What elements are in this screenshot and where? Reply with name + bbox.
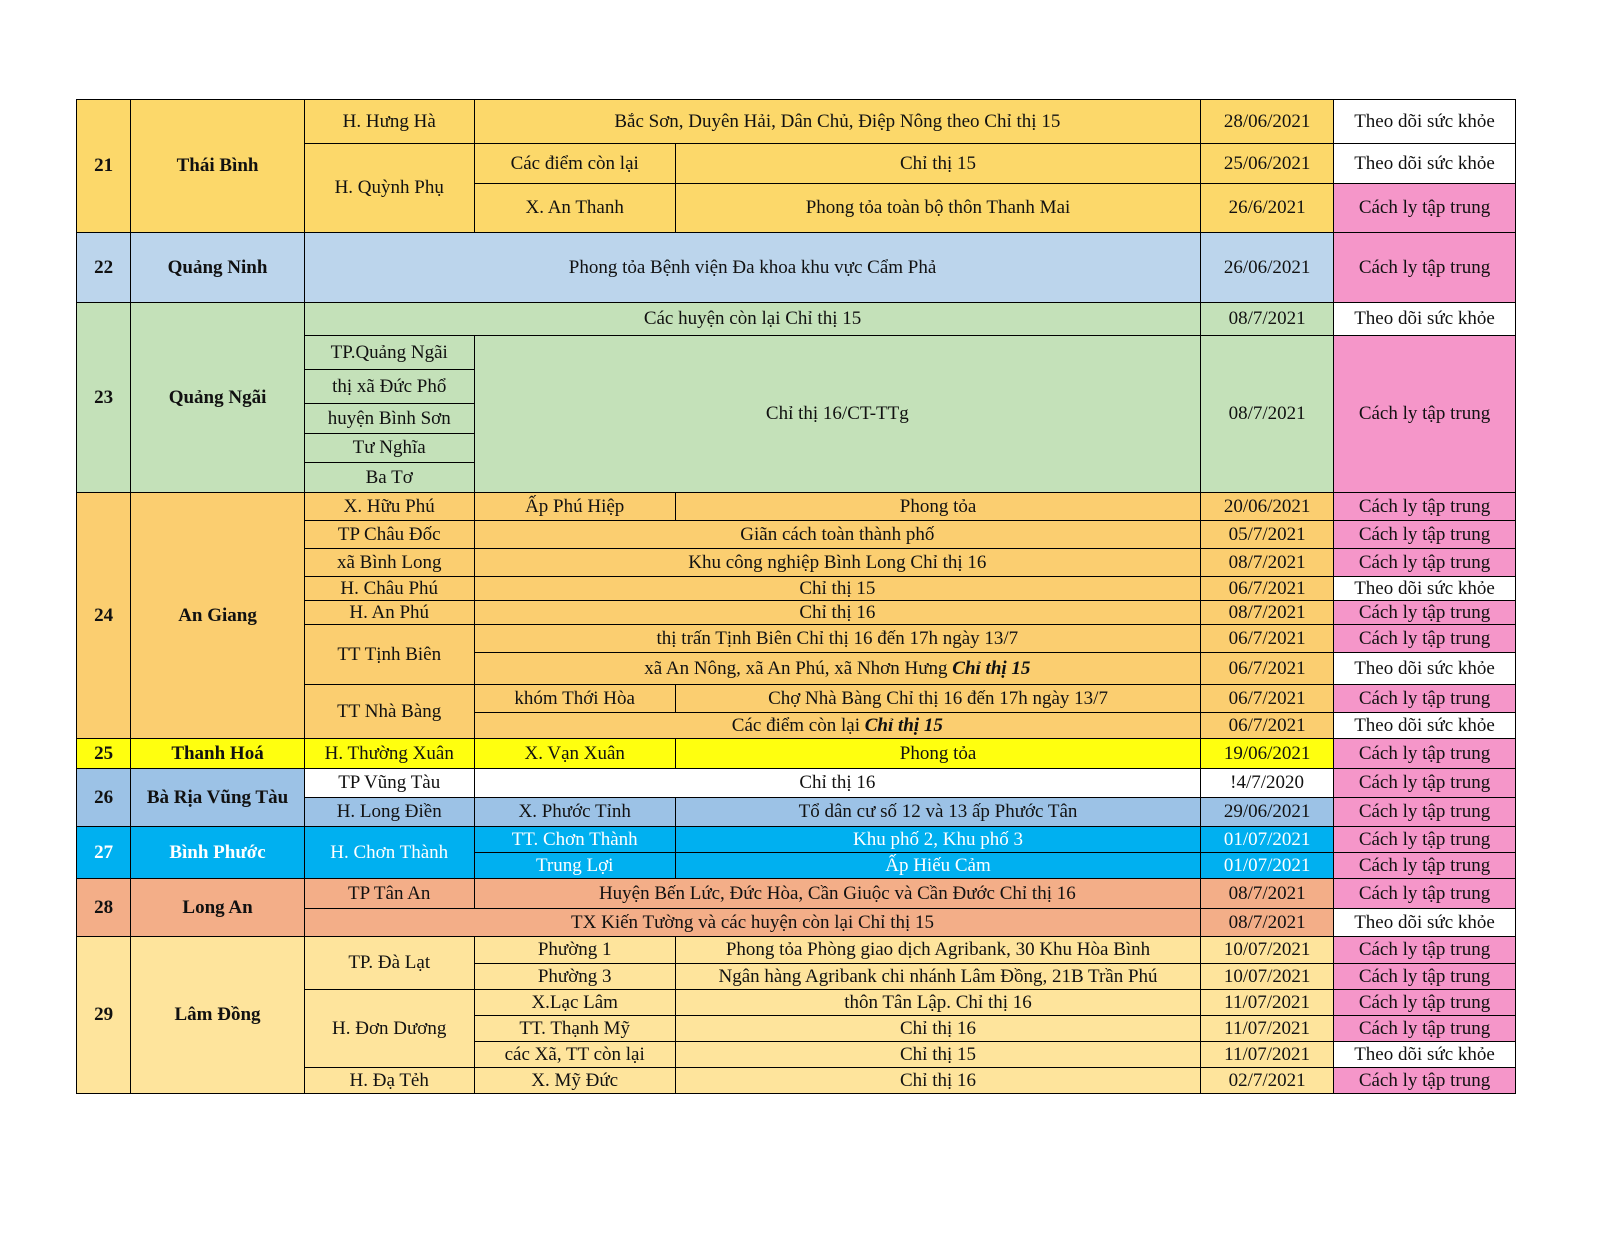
- province-measures-table: [76, 99, 1516, 1094]
- district-cell: TP. Đà Lạt: [304, 937, 474, 990]
- district-cell: TP Vũng Tàu: [304, 769, 474, 798]
- date-cell: 26/6/2021: [1201, 184, 1334, 233]
- measure-cell: Huyện Bến Lức, Đức Hòa, Cần Giuộc và Cần Đước Chỉ thị 16: [474, 879, 1201, 909]
- status-cell: Theo dõi sức khỏe: [1334, 713, 1516, 739]
- status-cell: Cách ly tập trung: [1334, 233, 1516, 303]
- row-number: 24: [77, 493, 131, 739]
- measure-cell: Chỉ thị 16: [675, 1068, 1200, 1094]
- table-row: [77, 739, 1516, 769]
- commune-cell: khóm Thới Hòa: [474, 685, 675, 713]
- measure-cell: Các huyện còn lại Chỉ thị 15: [304, 303, 1200, 336]
- district-cell: H. Thường Xuân: [304, 739, 474, 769]
- measure-cell: Tổ dân cư số 12 và 13 ấp Phước Tân: [675, 798, 1200, 827]
- status-cell: Cách ly tập trung: [1334, 184, 1516, 233]
- commune-cell: các Xã, TT còn lại: [474, 1042, 675, 1068]
- date-cell: !4/7/2020: [1201, 769, 1334, 798]
- province-name: An Giang: [131, 493, 305, 739]
- status-cell: Theo dõi sức khỏe: [1334, 653, 1516, 685]
- date-cell: 06/7/2021: [1201, 653, 1334, 685]
- measure-cell: Phong tỏa Bệnh viện Đa khoa khu vực Cẩm Phả: [304, 233, 1200, 303]
- district-cell: H. Quỳnh Phụ: [304, 144, 474, 233]
- status-cell: Cách ly tập trung: [1334, 798, 1516, 827]
- measure-text: Các điểm còn lại: [731, 714, 860, 736]
- date-cell: 10/07/2021: [1201, 937, 1334, 964]
- date-cell: 06/7/2021: [1201, 625, 1334, 653]
- status-cell: Cách ly tập trung: [1334, 964, 1516, 990]
- date-cell: 08/7/2021: [1201, 909, 1334, 937]
- date-cell: 08/7/2021: [1201, 303, 1334, 336]
- status-cell: Cách ly tập trung: [1334, 1016, 1516, 1042]
- measure-cell: [474, 713, 1201, 739]
- district-cell: TP.Quảng Ngãi: [304, 336, 474, 370]
- row-number: 26: [77, 769, 131, 827]
- date-cell: 01/07/2021: [1201, 827, 1334, 853]
- date-cell: 28/06/2021: [1201, 100, 1334, 144]
- district-cell: TT Nhà Bàng: [304, 685, 474, 739]
- province-name: Quảng Ninh: [131, 233, 305, 303]
- date-cell: 08/7/2021: [1201, 336, 1334, 493]
- status-cell: Cách ly tập trung: [1334, 739, 1516, 769]
- date-cell: 01/07/2021: [1201, 853, 1334, 879]
- status-cell: Theo dõi sức khỏe: [1334, 577, 1516, 601]
- status-cell: Theo dõi sức khỏe: [1334, 303, 1516, 336]
- table-row: [77, 233, 1516, 303]
- measure-cell: TX Kiến Tường và các huyện còn lại Chỉ thị 15: [304, 909, 1200, 937]
- status-cell: Cách ly tập trung: [1334, 879, 1516, 909]
- district-cell: X. Hữu Phú: [304, 493, 474, 521]
- measure-cell: Phong tỏa: [675, 739, 1200, 769]
- commune-cell: Các điểm còn lại: [474, 144, 675, 184]
- status-cell: Cách ly tập trung: [1334, 625, 1516, 653]
- date-cell: 06/7/2021: [1201, 713, 1334, 739]
- commune-cell: Phường 3: [474, 964, 675, 990]
- status-cell: Cách ly tập trung: [1334, 601, 1516, 625]
- measure-cell: Chỉ thị 15: [675, 144, 1200, 184]
- status-cell: Cách ly tập trung: [1334, 549, 1516, 577]
- status-cell: Cách ly tập trung: [1334, 853, 1516, 879]
- commune-cell: TT. Thạnh Mỹ: [474, 1016, 675, 1042]
- measure-cell: Ấp Hiếu Cảm: [675, 853, 1200, 879]
- commune-cell: Phường 1: [474, 937, 675, 964]
- date-cell: 05/7/2021: [1201, 521, 1334, 549]
- commune-cell: X. Mỹ Đức: [474, 1068, 675, 1094]
- district-cell: xã Bình Long: [304, 549, 474, 577]
- table-row: [77, 769, 1516, 798]
- district-cell: H. Đơn Dương: [304, 990, 474, 1068]
- measure-cell: Chỉ thị 16: [474, 769, 1201, 798]
- table-row: [77, 303, 1516, 336]
- measure-cell: Phong tỏa toàn bộ thôn Thanh Mai: [675, 184, 1200, 233]
- status-cell: Theo dõi sức khỏe: [1334, 1042, 1516, 1068]
- status-cell: Theo dõi sức khỏe: [1334, 144, 1516, 184]
- date-cell: 11/07/2021: [1201, 1042, 1334, 1068]
- district-cell: TP Tân An: [304, 879, 474, 909]
- date-cell: 25/06/2021: [1201, 144, 1334, 184]
- status-cell: Cách ly tập trung: [1334, 685, 1516, 713]
- province-name: Lâm Đồng: [131, 937, 305, 1094]
- status-cell: Cách ly tập trung: [1334, 1068, 1516, 1094]
- measure-cell: Ngân hàng Agribank chi nhánh Lâm Đồng, 21B Trần Phú: [675, 964, 1200, 990]
- province-name: Thanh Hoá: [131, 739, 305, 769]
- measure-cell: Chợ Nhà Bàng Chỉ thị 16 đến 17h ngày 13/7: [675, 685, 1200, 713]
- commune-cell: TT. Chơn Thành: [474, 827, 675, 853]
- district-cell: TT Tịnh Biên: [304, 625, 474, 685]
- row-number: 27: [77, 827, 131, 879]
- measure-cell: Chỉ thị 16: [474, 601, 1201, 625]
- commune-cell: X.Lạc Lâm: [474, 990, 675, 1016]
- date-cell: 11/07/2021: [1201, 1016, 1334, 1042]
- measure-cell: Bắc Sơn, Duyên Hải, Dân Chủ, Điệp Nông theo Chỉ thị 15: [474, 100, 1201, 144]
- measure-emphasis: Chỉ thị 15: [952, 657, 1031, 679]
- status-cell: Cách ly tập trung: [1334, 493, 1516, 521]
- district-cell: H. Chơn Thành: [304, 827, 474, 879]
- district-cell: H. Long Điền: [304, 798, 474, 827]
- status-cell: Cách ly tập trung: [1334, 937, 1516, 964]
- measure-cell: Chỉ thị 15: [474, 577, 1201, 601]
- date-cell: 02/7/2021: [1201, 1068, 1334, 1094]
- measure-cell: Chỉ thị 15: [675, 1042, 1200, 1068]
- row-number: 23: [77, 303, 131, 493]
- measure-cell: Khu công nghiệp Bình Long Chỉ thị 16: [474, 549, 1201, 577]
- row-number: 25: [77, 739, 131, 769]
- province-name: Long An: [131, 879, 305, 937]
- date-cell: 11/07/2021: [1201, 990, 1334, 1016]
- row-number: 29: [77, 937, 131, 1094]
- status-cell: Theo dõi sức khỏe: [1334, 909, 1516, 937]
- date-cell: 08/7/2021: [1201, 549, 1334, 577]
- row-number: 21: [77, 100, 131, 233]
- date-cell: 08/7/2021: [1201, 879, 1334, 909]
- measure-cell: Phong tỏa Phòng giao dịch Agribank, 30 Khu Hòa Bình: [675, 937, 1200, 964]
- status-cell: Cách ly tập trung: [1334, 521, 1516, 549]
- row-number: 28: [77, 879, 131, 937]
- date-cell: 19/06/2021: [1201, 739, 1334, 769]
- district-cell: Tư Nghĩa: [304, 434, 474, 463]
- row-number: 22: [77, 233, 131, 303]
- date-cell: 10/07/2021: [1201, 964, 1334, 990]
- table-row: [77, 100, 1516, 144]
- date-cell: 26/06/2021: [1201, 233, 1334, 303]
- measure-cell: Chỉ thị 16/CT-TTg: [474, 336, 1201, 493]
- status-cell: Cách ly tập trung: [1334, 336, 1516, 493]
- table-row: [77, 937, 1516, 964]
- measure-cell: Chỉ thị 16: [675, 1016, 1200, 1042]
- measure-cell: Khu phố 2, Khu phố 3: [675, 827, 1200, 853]
- district-cell: Ba Tơ: [304, 463, 474, 493]
- table-row: [77, 493, 1516, 521]
- measure-cell: [474, 653, 1201, 685]
- district-cell: huyện Bình Sơn: [304, 404, 474, 434]
- measure-cell: Giãn cách toàn thành phố: [474, 521, 1201, 549]
- measure-emphasis: Chỉ thị 15: [864, 714, 943, 736]
- district-cell: TP Châu Đốc: [304, 521, 474, 549]
- measure-cell: thị trấn Tịnh Biên Chỉ thị 16 đến 17h ngày 13/7: [474, 625, 1201, 653]
- province-name: Thái Bình: [131, 100, 305, 233]
- status-cell: Cách ly tập trung: [1334, 990, 1516, 1016]
- province-name: Quảng Ngãi: [131, 303, 305, 493]
- district-cell: H. An Phú: [304, 601, 474, 625]
- province-name: Bình Phước: [131, 827, 305, 879]
- date-cell: 29/06/2021: [1201, 798, 1334, 827]
- measure-text: xã An Nông, xã An Phú, xã Nhơn Hưng: [644, 657, 948, 679]
- measure-cell: thôn Tân Lập. Chỉ thị 16: [675, 990, 1200, 1016]
- commune-cell: Ấp Phú Hiệp: [474, 493, 675, 521]
- commune-cell: Trung Lợi: [474, 853, 675, 879]
- measure-cell: Phong tỏa: [675, 493, 1200, 521]
- date-cell: 20/06/2021: [1201, 493, 1334, 521]
- district-cell: H. Châu Phú: [304, 577, 474, 601]
- date-cell: 08/7/2021: [1201, 601, 1334, 625]
- commune-cell: X. Phước Tỉnh: [474, 798, 675, 827]
- district-cell: H. Hưng Hà: [304, 100, 474, 144]
- province-name: Bà Rịa Vũng Tàu: [131, 769, 305, 827]
- status-cell: Cách ly tập trung: [1334, 769, 1516, 798]
- district-cell: H. Đạ Tẻh: [304, 1068, 474, 1094]
- date-cell: 06/7/2021: [1201, 577, 1334, 601]
- district-cell: thị xã Đức Phổ: [304, 370, 474, 404]
- table-row: [77, 827, 1516, 853]
- status-cell: Cách ly tập trung: [1334, 827, 1516, 853]
- date-cell: 06/7/2021: [1201, 685, 1334, 713]
- status-cell: Theo dõi sức khỏe: [1334, 100, 1516, 144]
- commune-cell: X. Vạn Xuân: [474, 739, 675, 769]
- table-row: [77, 879, 1516, 909]
- commune-cell: X. An Thanh: [474, 184, 675, 233]
